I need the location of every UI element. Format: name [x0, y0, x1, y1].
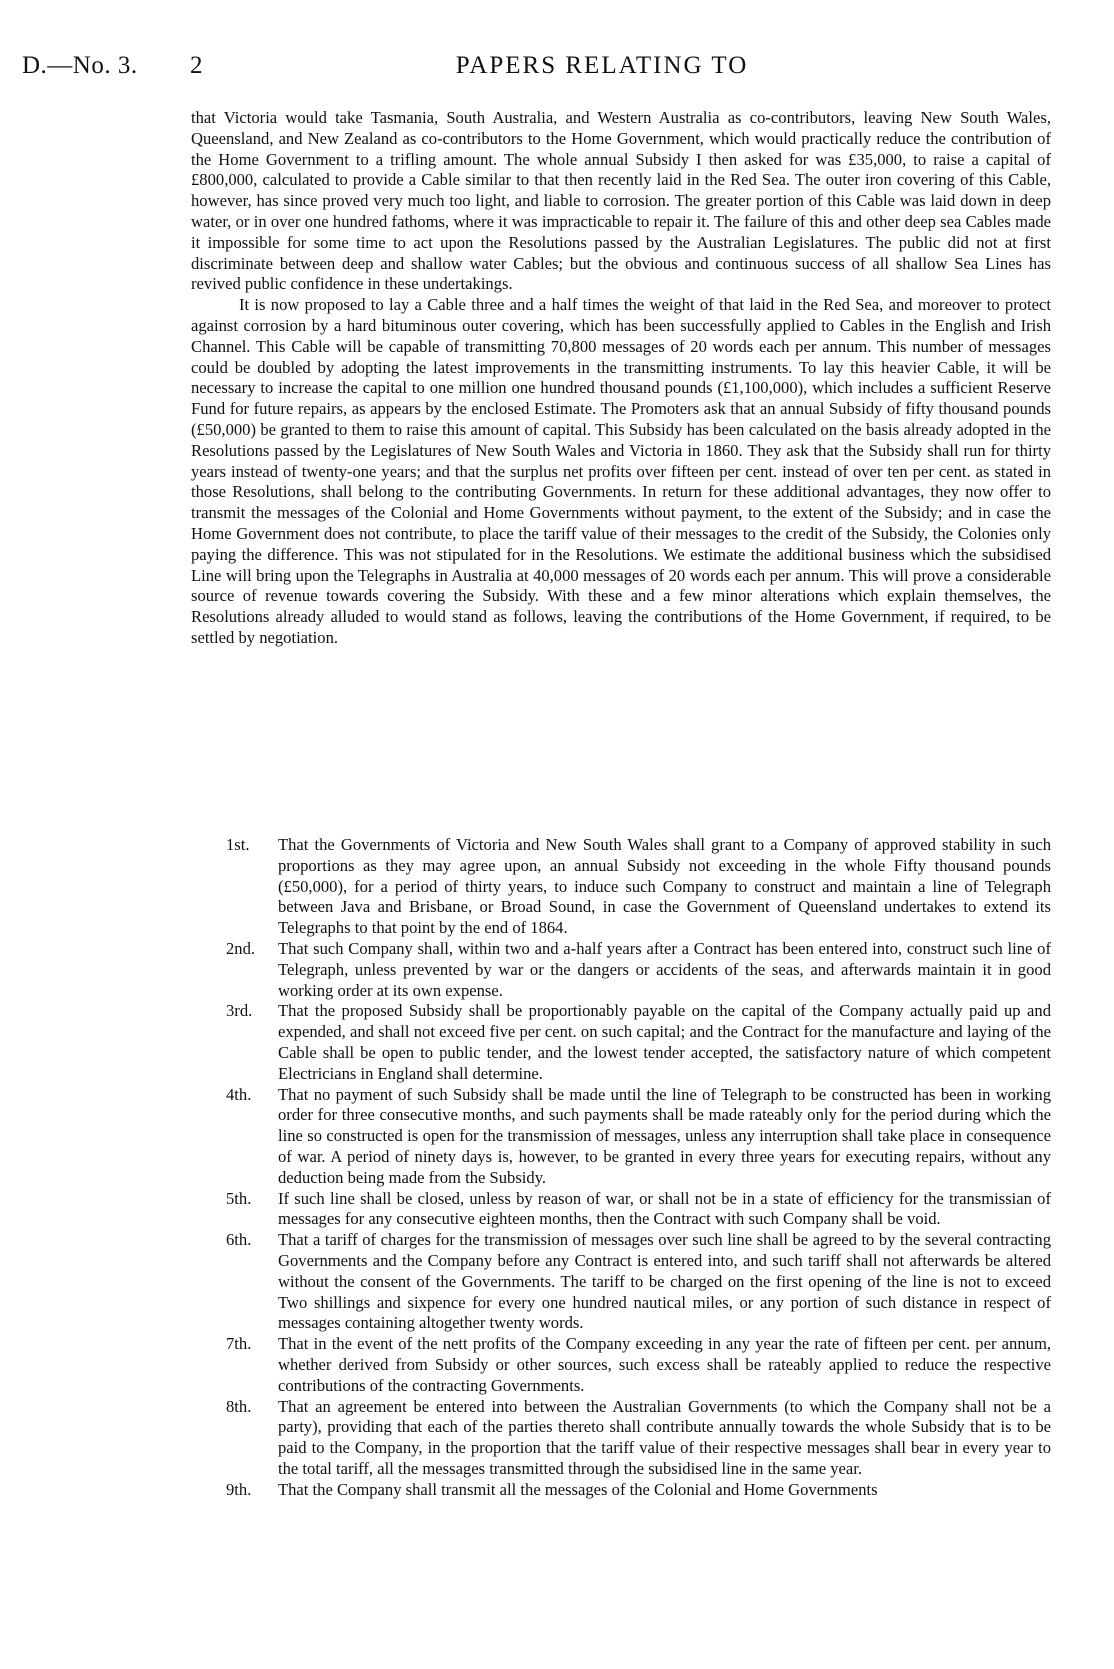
- page-header: [22, 52, 1052, 86]
- resolution-item: [226, 1334, 1051, 1396]
- resolution-text: That in the event of the nett profits of the Company exceeding in any year the rate of fifteen per cent. per annum, whether derived from Subsidy or other sources, such excess shall be rateably applied to reduce the respective contributions of the contracting Governments.: [278, 1334, 1051, 1395]
- resolution-item: [226, 1189, 1051, 1231]
- resolution-item: [226, 1001, 1051, 1084]
- resolution-number: 8th.: [226, 1396, 252, 1416]
- paragraph: that Victoria would take Tasmania, South Australia, and Western Australia as co-contributors, leaving New South Wales, Queensland, and New Zealand as co-contributors to the Home Government, which would practically reduce the contribution of the Home Government to a trifling amount. The whole annual Subsidy I then asked for was £35,000, to raise a capital of £800,000, calculated to provide a Cable similar to that then recently laid in the Red Sea. The outer iron covering of this Cable, however, has since proved very much too light, and liable to corrosion. The greater portion of this Cable was laid down in deep water, or in over one hundred fathoms, where it was impracticable to repair it. The failure of this and other deep sea Cables made it impossible for some time to act upon the Resolutions passed by the Australian Legislatures. The public did not at first discriminate between deep and shallow water Cables; but the obvious and continuous success of all shallow Sea Lines has revived public confidence in these undertakings.: [191, 108, 1051, 294]
- body-text: [191, 108, 1051, 649]
- resolution-text: That such Company shall, within two and a-half years after a Contract has been entered into, construct such line of Telegraph, unless prevented by war or the dangers or accidents of the seas, and afterwards maintain it in good working order at its own expense.: [278, 938, 1051, 1000]
- resolution-number: 3rd.: [226, 1001, 253, 1021]
- resolution-number: 4th.: [226, 1084, 252, 1104]
- running-title: PAPERS RELATING TO: [455, 52, 749, 79]
- resolution-text: If such line shall be closed, unless by reason of war, or shall not be in a state of efficiency for the transmissian of messages for any consecutive eighteen months, then the Contract with such Company shall be void.: [278, 1188, 1051, 1229]
- resolution-number: 1st.: [226, 835, 250, 854]
- resolution-item: [226, 1480, 1051, 1501]
- resolution-text: That no payment of such Subsidy shall be made until the line of Telegraph to be constructed has been in working order for three consecutive months, and such payments shall be made rateably only for the period during which the line so constructed is open for the transmission of messages, unless any interruption shall take place in consequence of war. A period of ninety days is, however, to be granted in every three years for executing repairs, without any deduction being made from the Subsidy.: [278, 1084, 1051, 1187]
- resolutions-list: [226, 835, 1051, 1501]
- resolution-text: That the Governments of Victoria and New South Wales shall grant to a Company of approved stability in such proportions as they may agree upon, an annual Subsidy not exceeding in the whole Fifty thousand pounds (£50,000), for a period of thirty years, to induce such Company to construct and maintain a line of Telegraph between Java and Brisbane, or Broad Sound, in case the Government of Queensland undertakes to extend its Telegraphs to that point by the end of 1864.: [278, 835, 1051, 938]
- resolution-item: [226, 1085, 1051, 1189]
- resolution-text: That the proposed Subsidy shall be proportionably payable on the capital of the Company actually paid up and expended, and shall not exceed five per cent. on such capital; and the Contract for the manufacture and laying of the Cable shall be open to public tender, and the lowest tender accepted, the satisfactory nature of which competent Electricians in England shall determine.: [278, 1001, 1051, 1083]
- resolution-text: That an agreement be entered into between the Australian Governments (to which the Company shall not be a party), providing that each of the parties thereto shall contribute annually towards the whole Subsidy that is to be paid to the Company, in the proportion that the tariff value of their respective messages shall bear in every year to the total tariff, all the messages transmitted through the subsidised line in the same year.: [278, 1396, 1051, 1478]
- document-reference: D.—No. 3.: [22, 52, 138, 79]
- resolution-number: 7th.: [226, 1334, 252, 1354]
- paragraph: It is now proposed to lay a Cable three and a half times the weight of that laid in the Red Sea, and moreover to protect against corrosion by a hard bituminous outer covering, which has been successfully applied to Cables in the English and Irish Channel. This Cable will be capable of transmitting 70,800 messages of 20 words each per annum. This number of messages could be doubled by adopting the latest improvements in the transmitting instruments. To lay this heavier Cable, it will be necessary to increase the capital to one million one hundred thousand pounds (£1,100,000), which includes a sufficient Reserve Fund for future repairs, as appears by the enclosed Estimate. The Promoters ask that an annual Subsidy of fifty thousand pounds (£50,000) be granted to them to raise this amount of capital. This Subsidy has been calculated on the basis already adopted in the Resolutions passed by the Legislatures of New South Wales and Victoria in 1860. They ask that the Subsidy shall run for thirty years instead of twenty-one years; and that the surplus net profits over fifteen per cent. instead of over ten per cent. as stated in those Resolutions, shall belong to the contributing Governments. In return for these additional advantages, they now offer to transmit the messages of the Colonial and Home Governments without payment, to the extent of the Subsidy; and in case the Home Government does not contribute, to place the tariff value of their messages to the credit of the Subsidy, the Colonies only paying the difference. This was not stipulated for in the Resolutions. We estimate the additional business which the subsidised Line will bring upon the Telegraphs in Australia at 40,000 messages of 20 words each per annum. This will prove a considerable source of revenue towards covering the Subsidy. With these and a few minor alterations which explain themselves, the Resolutions already alluded to would stand as follows, leaving the contributions of the Home Government, if required, to be settled by negotiation.: [191, 295, 1051, 647]
- resolution-item: [226, 939, 1051, 1001]
- resolution-item: [226, 1230, 1051, 1334]
- resolution-number: 6th.: [226, 1230, 252, 1250]
- resolution-number: 9th.: [226, 1479, 252, 1499]
- page-number: 2: [190, 52, 203, 79]
- resolution-number: 2nd.: [226, 938, 256, 958]
- resolution-item: [226, 1397, 1051, 1480]
- resolution-item: [226, 835, 1051, 939]
- resolution-number: 5th.: [226, 1188, 252, 1208]
- resolution-text: That a tariff of charges for the transmission of messages over such line shall be agreed to by the several contracting Governments and the Company before any Contract is entered into, and such tariff shall not afterwards be altered without the consent of the Governments. The tariff to be charged on the first opening of the line is not to exceed Two shillings and sixpence for every one hundred nautical miles, or any portion of such distance in respect of messages containing altogether twenty words.: [278, 1230, 1051, 1333]
- resolution-text: That the Company shall transmit all the messages of the Colonial and Home Governments: [278, 1479, 878, 1499]
